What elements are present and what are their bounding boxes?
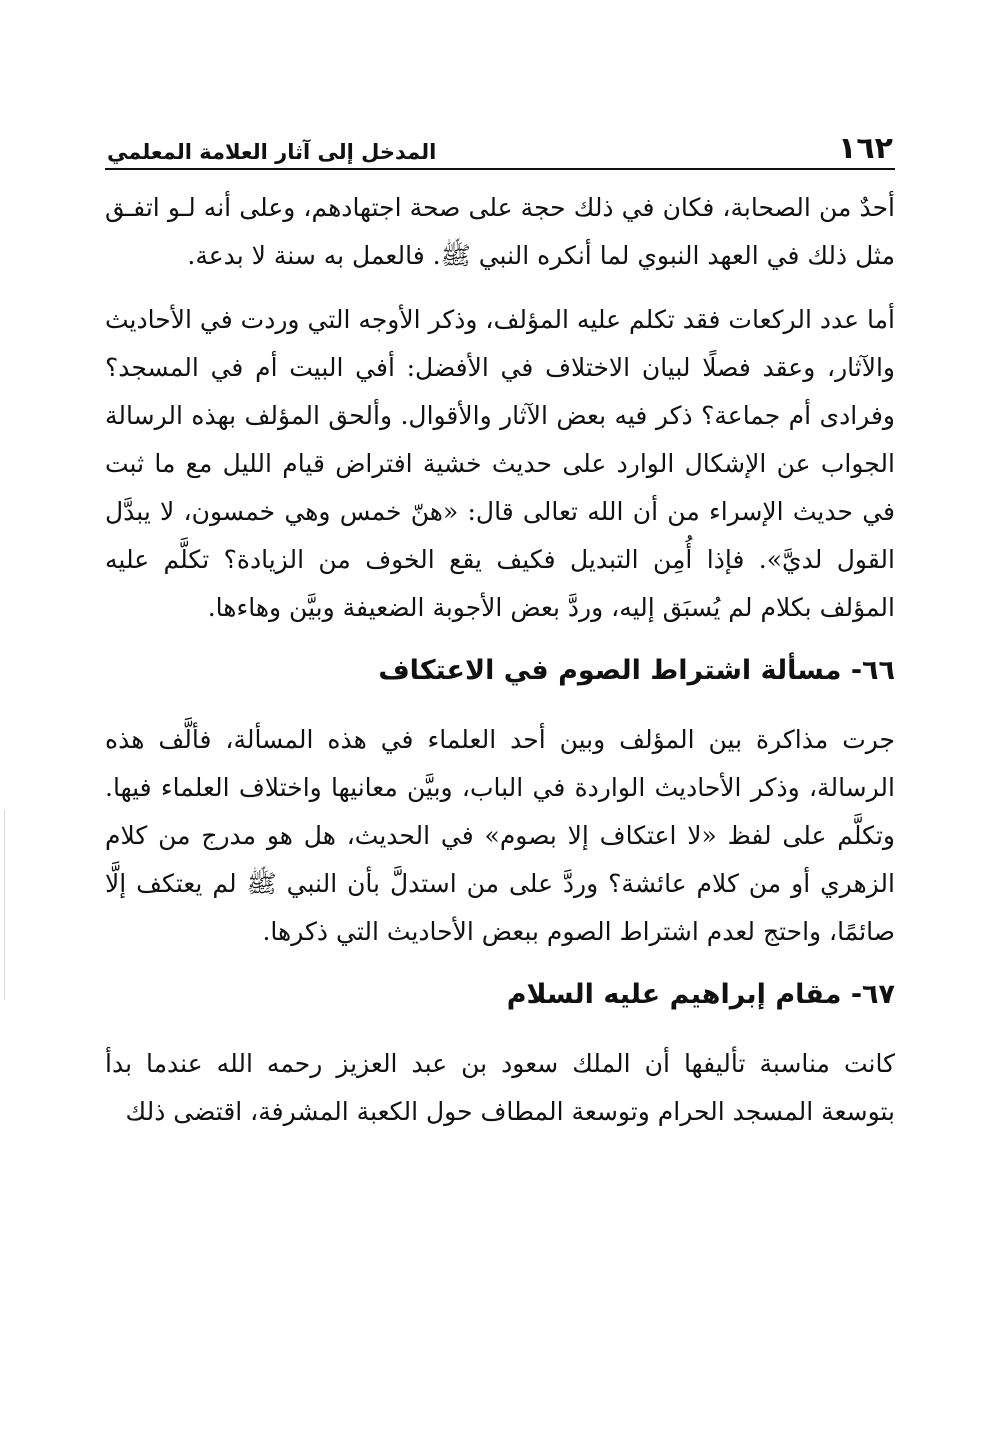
- paragraph-itikaf: جرت مذاكرة بين المؤلف وبين أحد العلماء في هذه المسألة، فألَّف هذه الرسالة، وذكر الأحاديث الواردة في الباب، وبيَّن معانيها واختلاف العلماء فيها. وتكلَّم على لفظ «لا اعتكاف إلا بصوم» في الحديث، هل هو مدرج من كلام الزهري أو من كلام عائشة؟ وردَّ على من استدلَّ بأن النبي ﷺ لم يعتكف إلَّا صائمًا، واحتج لعدم اشتراط الصوم ببعض الأحاديث التي ذكرها.: [105, 725, 895, 946]
- section-heading-66: ٦٦- مسألة اشتراط الصوم في الاعتكاف: [378, 655, 895, 686]
- page-header: [105, 130, 895, 170]
- paragraph-continuation: أحدٌ من الصحابة، فكان في ذلك حجة على صحة اجتهادهم، وعلى أنه لـو اتفـق مثل ذلك في العهد النبوي لما أنكره النبي ﷺ. فالعمل به سنة لا بدعة.: [105, 193, 895, 270]
- page-body: [105, 184, 895, 1136]
- book-page: [105, 130, 895, 1152]
- paragraph-maqam: كانت مناسبة تأليفها أن الملك سعود بن عبد العزيز رحمه الله عندما بدأ بتوسعة المسجد الحرام وتوسعة المطاف حول الكعبة المشرفة، اقتضى ذلك: [105, 1049, 895, 1126]
- paragraph-rakaat: أما عدد الركعات فقد تكلم عليه المؤلف، وذكر الأوجه التي وردت في الأحاديث والآثار، وعقد فصلًا لبيان الاختلاف في الأفضل: أفي البيت أم في المسجد؟ وفرادى أم جماعة؟ ذكر فيه بعض الآثار والأقوال. وألحق المؤلف بهذه الرسالة الجواب عن الإشكال الوارد على حديث خشية افتراض قيام الليل مع ما ثبت في حديث الإسراء من أن الله تعالى قال: «هنّ خمس وهي خمسون، لا يبدَّل القول لديَّ». فإذا أُمِن التبديل فكيف يقع الخوف من الزيادة؟ تكلَّم عليه المؤلف بكلام لم يُسبَق إليه، وردَّ بعض الأجوبة الضعيفة وبيَّن وهاءها.: [105, 305, 895, 622]
- section-heading-67: ٦٧- مقام إبراهيم عليه السلام: [506, 979, 895, 1010]
- running-title: المدخل إلى آثار العلامة المعلمي: [107, 140, 437, 164]
- page-number: ١٦٢: [838, 131, 893, 166]
- scan-margin-line: [4, 810, 5, 1000]
